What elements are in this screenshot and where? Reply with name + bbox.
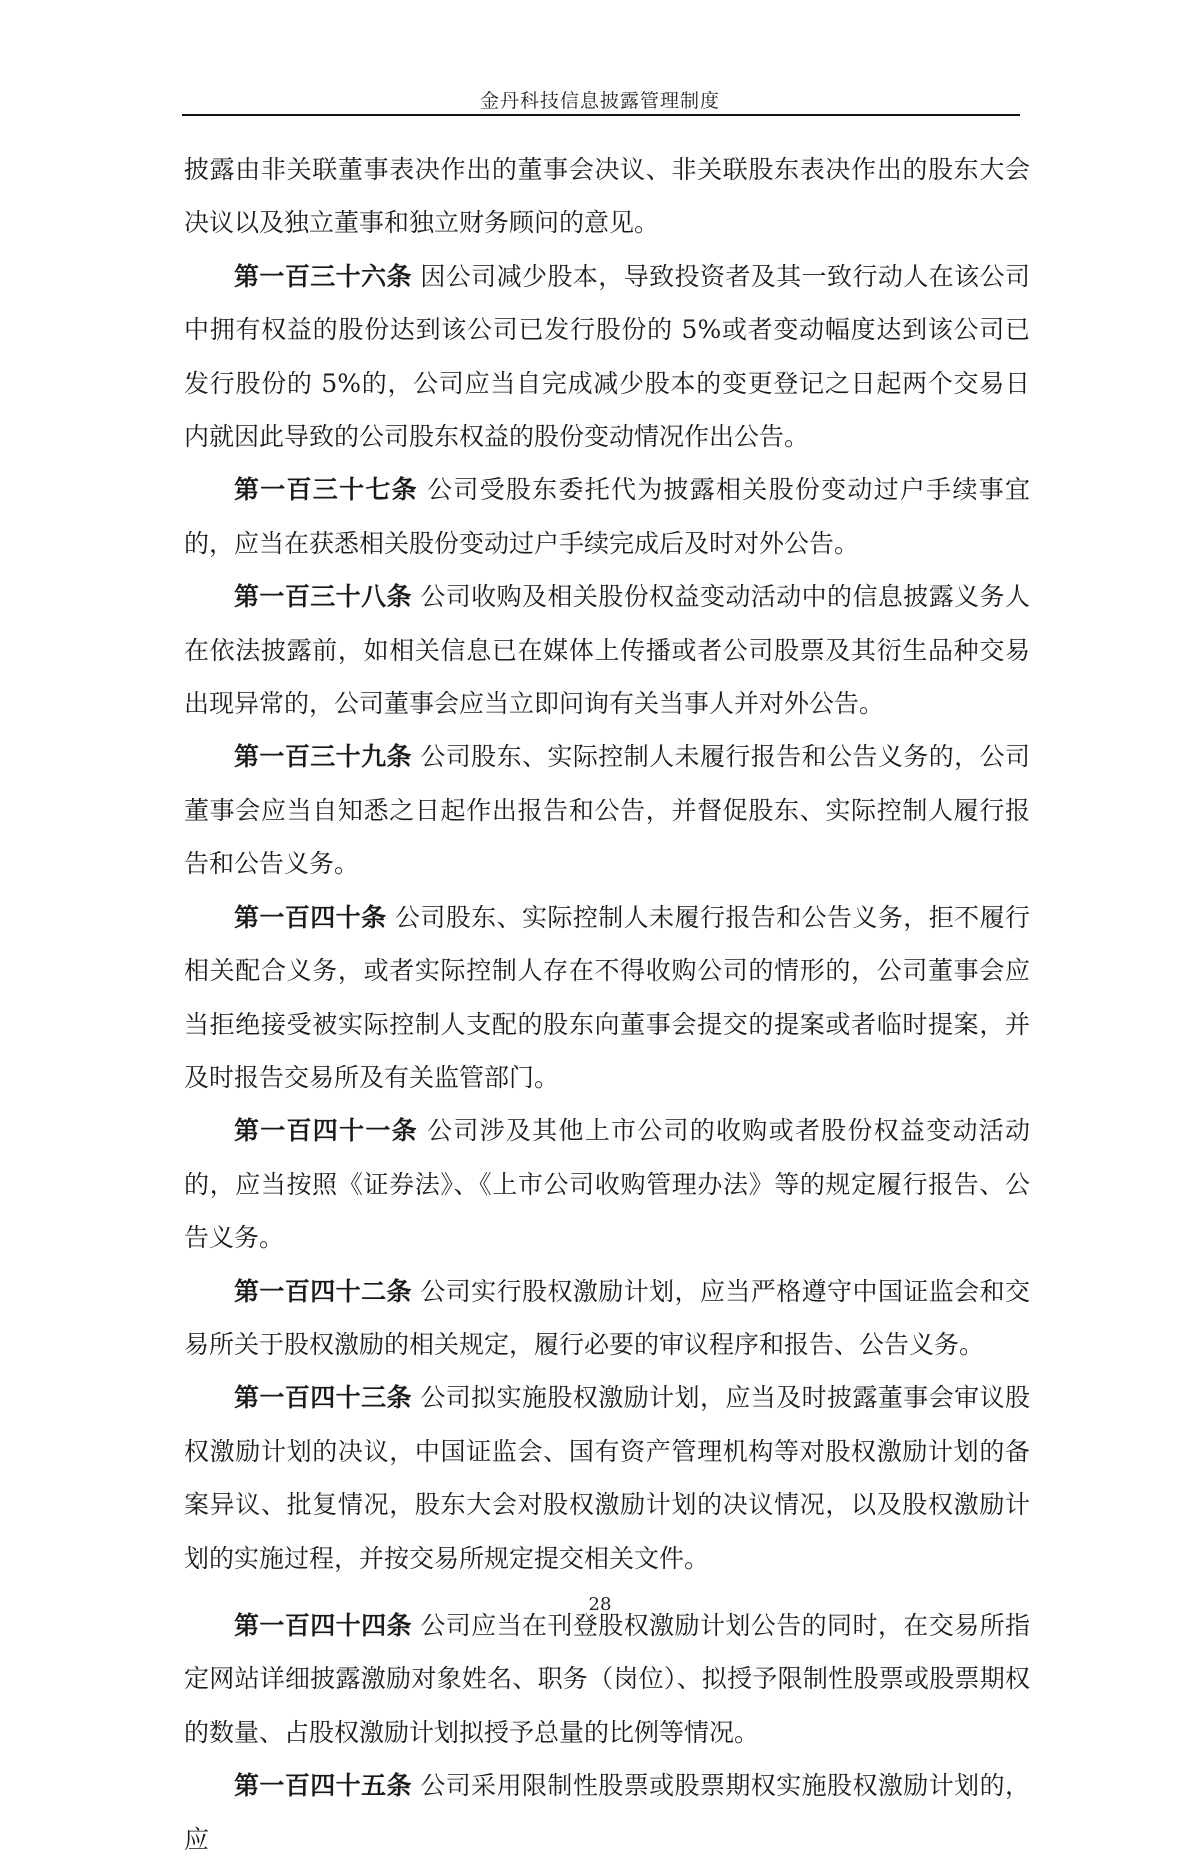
article-number: 第一百三十六条 bbox=[234, 261, 412, 291]
article-text: 公司受股东委托代为披露相关股份变动过户手续事宜的，应当在获悉相关股份变动过户手续完成后及时对外公告。 bbox=[184, 475, 1030, 558]
article-number: 第一百四十二条 bbox=[234, 1276, 412, 1306]
article-text: 公司采用限制性股票或股票期权实施股权激励计划的，应 bbox=[184, 1771, 1030, 1854]
article-144 bbox=[184, 1599, 1030, 1759]
article-text: 公司应当在刊登股权激励计划公告的同时，在交易所指定网站详细披露激励对象姓名、职务（岗位）、拟授予限制性股票或股票期权的数量、占股权激励计划拟授予总量的比例等情况。 bbox=[184, 1610, 1030, 1747]
article-text: 公司实行股权激励计划，应当严格遵守中国证监会和交易所关于股权激励的相关规定，履行必要的审议程序和报告、公告义务。 bbox=[184, 1276, 1030, 1359]
header-rule bbox=[182, 114, 1020, 116]
article-137 bbox=[184, 463, 1030, 570]
article-text: 公司股东、实际控制人未履行报告和公告义务的，公司董事会应当自知悉之日起作出报告和公告，并督促股东、实际控制人履行报告和公告义务。 bbox=[184, 742, 1030, 879]
article-number: 第一百四十五条 bbox=[234, 1771, 412, 1801]
article-140 bbox=[184, 891, 1030, 1105]
article-136 bbox=[184, 250, 1030, 464]
article-text: 因公司减少股本，导致投资者及其一致行动人在该公司中拥有权益的股份达到该公司已发行股份的 5%或者变动幅度达到该公司已发行股份的 5%的，公司应当自完成减少股本的变更登记之日起两个交易日内就因此导致的公司股东权益的股份变动情况作出公告。 bbox=[184, 261, 1030, 452]
article-text: 公司收购及相关股份权益变动活动中的信息披露义务人在依法披露前，如相关信息已在媒体上传播或者公司股票及其衍生品种交易出现异常的，公司董事会应当立即问询有关当事人并对外公告。 bbox=[184, 582, 1030, 719]
article-138 bbox=[184, 570, 1030, 730]
article-141 bbox=[184, 1104, 1030, 1264]
article-number: 第一百三十七条 bbox=[234, 475, 418, 505]
page-number: 28 bbox=[588, 1594, 612, 1615]
article-145 bbox=[184, 1759, 1030, 1866]
article-143 bbox=[184, 1371, 1030, 1585]
article-number: 第一百四十一条 bbox=[234, 1116, 418, 1146]
article-number: 第一百四十三条 bbox=[234, 1383, 412, 1413]
article-number: 第一百三十九条 bbox=[234, 742, 412, 772]
article-number: 第一百四十四条 bbox=[234, 1610, 412, 1640]
article-number: 第一百三十八条 bbox=[234, 582, 412, 612]
article-text: 公司涉及其他上市公司的收购或者股份权益变动活动的，应当按照《证券法》、《上市公司收购管理办法》等的规定履行报告、公告义务。 bbox=[184, 1116, 1030, 1253]
article-139 bbox=[184, 730, 1030, 890]
article-142 bbox=[184, 1265, 1030, 1372]
article-text: 公司股东、实际控制人未履行报告和公告义务，拒不履行相关配合义务，或者实际控制人存在不得收购公司的情形的，公司董事会应当拒绝接受被实际控制人支配的股东向董事会提交的提案或者临时提案，并及时报告交易所及有关监管部门。 bbox=[184, 902, 1030, 1092]
paragraph-text: 披露由非关联董事表决作出的董事会决议、非关联股东表决作出的股东大会决议以及独立董事和独立财务顾问的意见。 bbox=[184, 155, 1030, 238]
paragraph-continued bbox=[184, 143, 1030, 250]
article-number: 第一百四十条 bbox=[234, 902, 387, 932]
article-text: 公司拟实施股权激励计划，应当及时披露董事会审议股权激励计划的决议，中国证监会、国有资产管理机构等对股权激励计划的备案异议、批复情况，股东大会对股权激励计划的决议情况，以及股权激励计划的实施过程，并按交易所规定提交相关文件。 bbox=[184, 1383, 1030, 1573]
document-header-title: 金丹科技信息披露管理制度 bbox=[479, 90, 720, 112]
